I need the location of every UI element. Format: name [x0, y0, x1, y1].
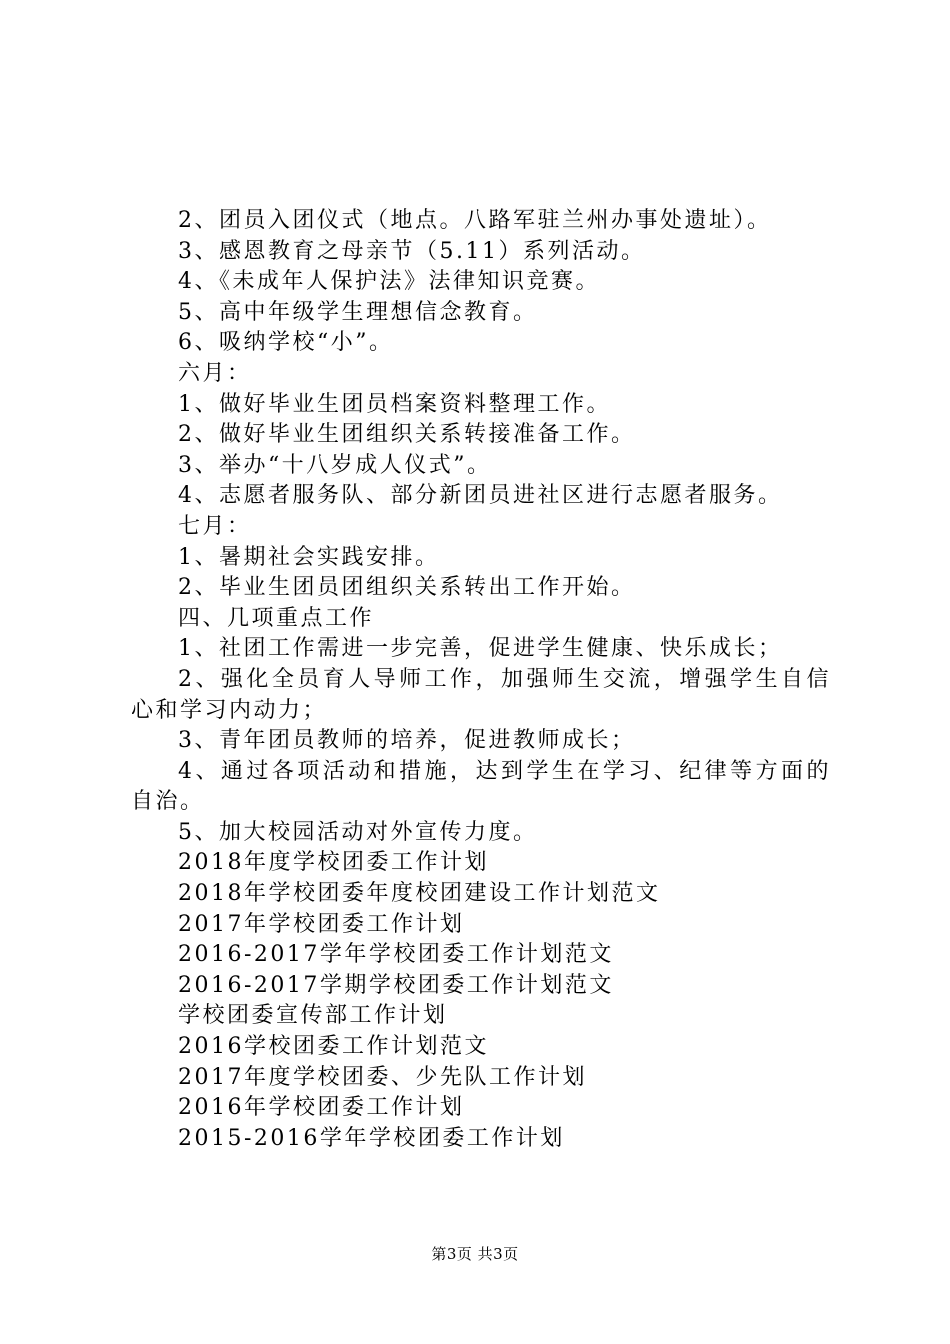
paragraph-line: 2、毕业生团员团组织关系转出工作开始。 [178, 575, 636, 601]
related-title: 2017年学校团委工作计划 [178, 911, 465, 937]
related-title: 2016年学校团委工作计划 [178, 1095, 465, 1121]
paragraph-line: 3、感恩教育之母亲节（5.11）系列活动。 [178, 238, 646, 264]
paragraph-line: 3、举办“十八岁成人仪式”。 [178, 452, 492, 478]
section-heading: 四、几项重点工作 [178, 605, 375, 631]
paragraph-line: 1、社团工作需进一步完善，促进学生健康、快乐成长； [178, 636, 783, 662]
paragraph-line: 2、强化全员育人导师工作，加强师生交流，增强学生自信心和学习内动力； [131, 666, 831, 723]
related-title: 学校团委宣传部工作计划 [178, 1003, 448, 1029]
section-heading: 七月： [178, 513, 252, 539]
section-heading: 六月： [178, 360, 252, 386]
related-title: 2017年度学校团委、少先队工作计划 [178, 1064, 587, 1090]
paragraph-line: 2、做好毕业生团组织关系转接准备工作。 [178, 422, 636, 448]
related-title: 2018年学校团委年度校团建设工作计划范文 [178, 881, 661, 907]
paragraph-line: 5、高中年级学生理想信念教育。 [178, 299, 538, 325]
related-title: 2018年度学校团委工作计划 [178, 850, 489, 876]
related-title: 2016-2017学期学校团委工作计划范文 [178, 972, 614, 998]
related-title: 2016-2017学年学校团委工作计划范文 [178, 942, 614, 968]
paragraph-line: 1、暑期社会实践安排。 [178, 544, 440, 570]
paragraph-line: 3、青年团员教师的培养，促进教师成长； [178, 728, 636, 754]
related-title: 2016学校团委工作计划范文 [178, 1034, 489, 1060]
paragraph-line: 4、通过各项活动和措施，达到学生在学习、纪律等方面的自治。 [131, 758, 831, 815]
paragraph-line: 1、做好毕业生团员档案资料整理工作。 [178, 391, 611, 417]
paragraph-line: 6、吸纳学校“小”。 [178, 330, 394, 356]
paragraph-line: 4、《未成年人保护法》法律知识竞赛。 [178, 269, 600, 295]
document-body [131, 206, 831, 1154]
related-title: 2015-2016学年学校团委工作计划 [178, 1125, 565, 1151]
paragraph-line: 2、团员入团仪式（地点。八路军驻兰州办事处遗址）。 [178, 208, 772, 233]
paragraph-line: 4、志愿者服务队、部分新团员进社区进行志愿者服务。 [178, 483, 783, 509]
paragraph-line: 5、加大校园活动对外宣传力度。 [178, 819, 538, 845]
page-number-footer: 第3页 共3页 [431, 1245, 519, 1263]
